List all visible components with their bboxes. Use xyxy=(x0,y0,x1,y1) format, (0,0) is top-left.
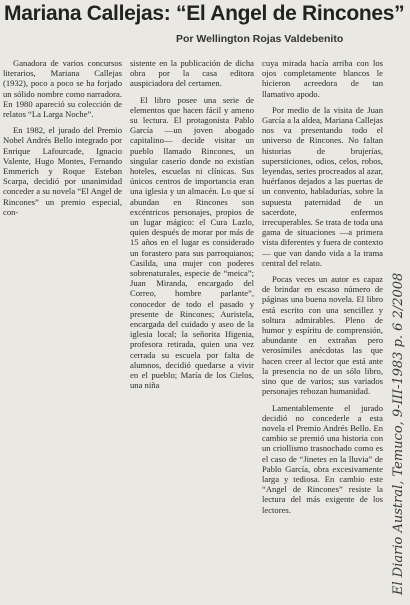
handwritten-source-note-svg xyxy=(389,40,409,600)
article-column-1 xyxy=(3,58,122,223)
handwritten-source-text: El Diario Austral, Temuco, 9-III-1983 p. 6 2/2008 xyxy=(391,272,406,595)
article-headline: Mariana Callejas: “El Angel de Rincones” xyxy=(4,2,405,25)
paragraph: El libro posee una serie de elementos que hacen fácil y ameno su lectura. El protagonista Pablo García —un joven abogado capitalino— decide visitar un pueblo llamado Rincones, un singular caserío donde no existían hoteles, escuelas ni clínicas. Sus únicos centros de importancia eran una iglesia y un almacén. Lo que sí abundan en Rincones son excéntricos personajes, propios de un lugar mágico: el Cura Lazlo, quien después de morar por más de 15 años en el lugar es considerado un forastero para sus parroquianos; Casilda, una mujer con poderes sobrenaturales, especie de “meica”; Juan Miranda, encargado del Correo, hombre parlante”, conocedor de todo el pasado y presente de Rincones; Auristela, encargada del cuidado y aseo de la iglesia local; la señorita Ifigenia, profesora retirada, quien una vez cerrada su escuela por falta de alumnos, decidió quedarse a vivir en el pueblo; María de los Cielos, una niña xyxy=(130,94,254,391)
article-column-2 xyxy=(130,58,254,397)
article-column-3 xyxy=(262,58,383,521)
paragraph: Ganadora de varios concursos literarios, Mariana Callejas (1932), poco a poco se ha forjado un sólido nombre como narradora. En 1980 apareció su colección de relatos “La Larga Noche”. xyxy=(3,58,122,120)
paragraph: Por medio de la visita de Juan García a la aldea, Mariana Callejas nos va presentando todo el universo de Rincones. No faltan historias de brujerías, supersticiones, odios, celos, robos, leyendas, series procreados al azar, huérfanos dejados a las puertas de un convento, habladurías, sobre la supuesta paternidad de un sacerdote, enfermos irrecuperables. Se trata de toda una gama de situaciones —a primera vista diferentes y fuera de contexto— que van dando vida a la trama central del relato. xyxy=(262,104,383,268)
paragraph: sistente en la publicación de dicha obra por la casa editora auspiciadora del certamen. xyxy=(130,58,254,89)
paragraph: En 1982, el jurado del Premio Nobel Andrés Bello integrado por Enrique Lafourcade, Ignacio Valente, Hugo Montes, Fernando Emmerich y Roque Esteban Scarpa, decidió por unanimidad conceder a su novela “El Angel de Rincones” un premio especial, con- xyxy=(3,125,122,217)
paragraph: cuya mirada hacía arriba con los ojos completamente blancos le hicieron acreedora de tan llamativo apodo. xyxy=(262,58,383,99)
handwritten-source-note xyxy=(389,40,409,600)
article-byline: Por Wellington Rojas Valdebenito xyxy=(176,33,344,45)
paragraph: Pocas veces un autor es capaz de brindar en escaso número de páginas una buena novela. El libro está escrito con una sencillez y soltura admirables. Pleno de humor y espíritu de comprensión, abundante en extrañas pero verosímiles anécdotas las que hacen creer al lector que está ante la presencia no de un sólo libro, sino que de varios; sus variados personajes rebozan humanidad. xyxy=(262,274,383,397)
paragraph: Lamentablemente el jurado decidió no concederle a esta novela el Premio Andrés Bello. En cambio se premió una historia con un criollismo trasnochado como es el caso de “Jinetes en la lluvia” de Pablo García, obra excesivamente larga y tediosa. En cambio este “Angel de Rincones” resiste la lectura del más exigente de los lectores. xyxy=(262,402,383,515)
